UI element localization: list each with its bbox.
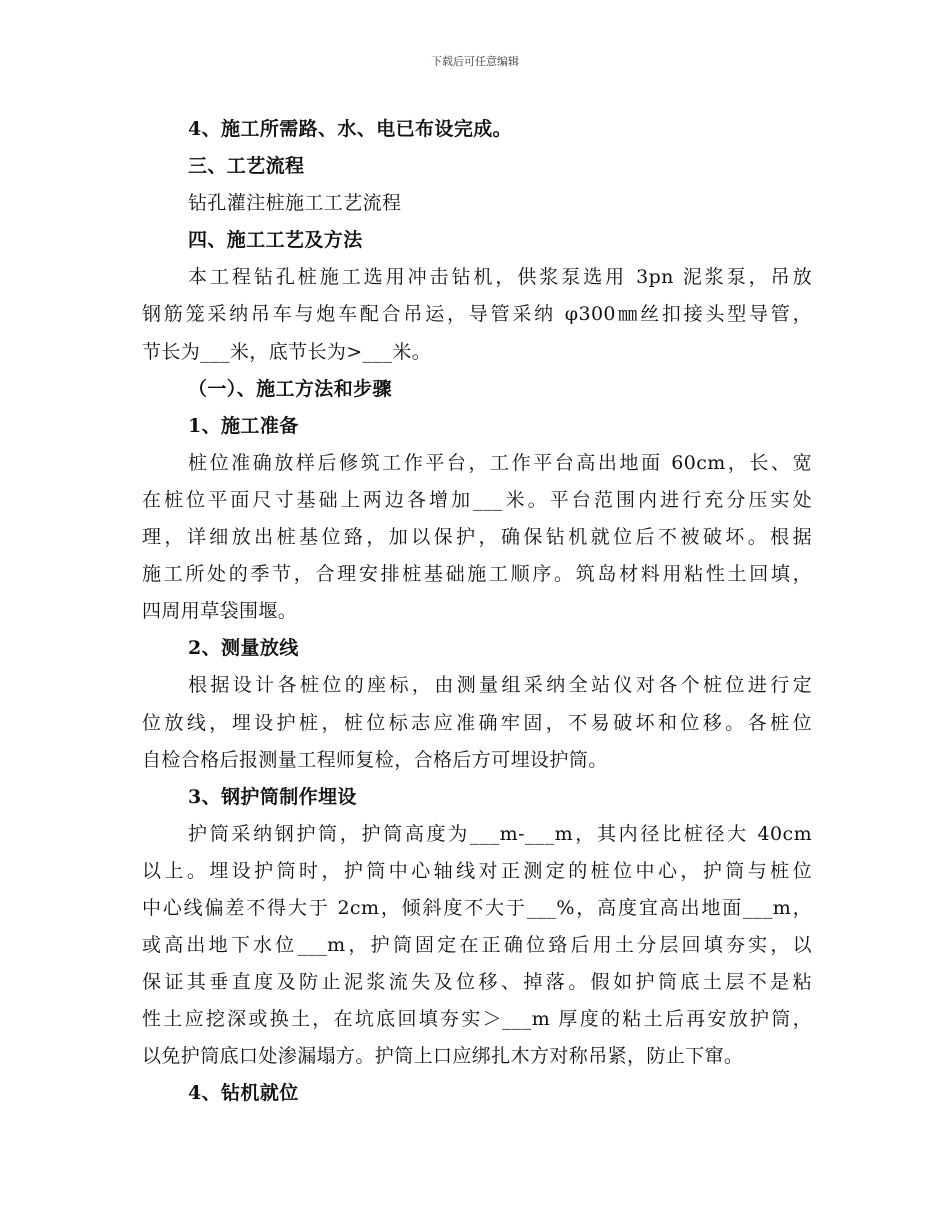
paragraph-line: 以免护筒底口处渗漏塌方。护筒上口应绑扎木方对称吊紧，防止下窜。 — [142, 1045, 744, 1068]
paragraph-line: 施工所处的季节，合理安排桩基础施工顺序。筑岛材料用粘性土回填， — [142, 563, 812, 586]
paragraph-line: 四周用草袋围堰。 — [142, 600, 298, 623]
paragraph-line: 位放线，埋设护桩，桩位标志应准确牢固，不易破坏和位移。各桩位 — [142, 711, 812, 734]
section-heading-process-flow: 三、工艺流程 — [188, 155, 305, 178]
paragraph-line: 在桩位平面尺寸基础上两边各增加___米。平台范围内进行充分压实处 — [142, 488, 812, 511]
paragraph-line: 根据设计各桩位的座标，由测量组采纳全站仪对各个桩位进行定 — [188, 674, 812, 697]
paragraph-line: 本工程钻孔桩施工选用冲击钻机，供浆泵选用 3pn 泥浆泵，吊放 — [188, 266, 812, 289]
paragraph-line: 护筒采纳钢护筒，护筒高度为___m-___m，其内径比桩径大 40cm — [188, 822, 812, 845]
step-heading-preparation: 1、施工准备 — [188, 414, 299, 437]
paragraph-line: 中心线偏差不得大于 2cm，倾斜度不大于___%，高度宜高出地面___m， — [142, 896, 812, 919]
process-flow-caption: 钻孔灌注桩施工工艺流程 — [188, 192, 402, 215]
document-body — [142, 111, 812, 1113]
item-site-ready: 4、施工所需路、水、电已布设完成。 — [188, 118, 513, 140]
section-heading-methods: 四、施工工艺及方法 — [188, 229, 363, 252]
paragraph-line: 性土应挖深或换土，在坑底回填夯实＞___m 厚度的粘土后再安放护筒， — [142, 1008, 812, 1031]
step-heading-rig-positioning: 4、钻机就位 — [188, 1082, 299, 1105]
paragraph-line: 自检合格后报测量工程师复检，合格后方可埋设护筒。 — [142, 748, 608, 771]
paragraph-line: 钢筋笼采纳吊车与炮车配合吊运，导管采纳 φ300㎜丝扣接头型导管， — [142, 303, 812, 326]
paragraph-line: 保证其垂直度及防止泥浆流失及位移、掉落。假如护筒底土层不是粘 — [142, 971, 812, 994]
step-heading-casing: 3、钢护筒制作埋设 — [188, 785, 357, 808]
paragraph-line: 或高出地下水位___m，护筒固定在正确位臵后用土分层回填夯实，以 — [142, 934, 812, 957]
paragraph-line: 桩位准确放样后修筑工作平台，工作平台高出地面 60cm，长、宽 — [188, 451, 812, 474]
paragraph-line: 理，详细放出桩基位臵，加以保护，确保钻机就位后不被破坏。根据 — [142, 526, 812, 549]
page-header: 下载后可任意编辑 — [431, 55, 519, 68]
subsection-heading-steps: （一）、施工方法和步骤 — [188, 377, 392, 400]
step-heading-survey: 2、测量放线 — [188, 637, 299, 660]
paragraph-line: 节长为___米，底节长为>___米。 — [142, 340, 432, 363]
paragraph-line: 以上。埋设护筒时，护筒中心轴线对正测定的桩位中心，护筒与桩位 — [142, 859, 812, 882]
